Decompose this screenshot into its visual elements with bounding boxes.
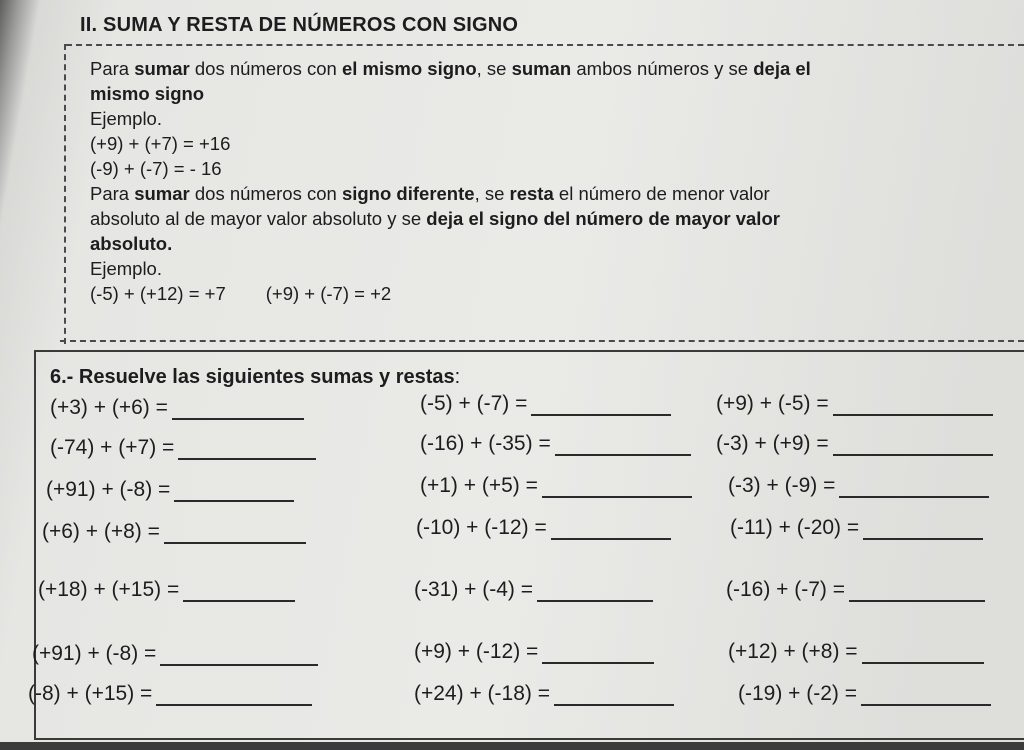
answer-blank[interactable]	[861, 684, 991, 706]
example-4: (+9) + (-7) = +2	[265, 283, 392, 304]
answer-blank[interactable]	[849, 580, 985, 602]
exercise-item: (+9) + (-12) =	[414, 640, 654, 664]
answer-blank[interactable]	[156, 684, 312, 706]
exercise-item: (-3) + (+9) =	[716, 432, 993, 456]
exercise-item: (-3) + (-9) =	[728, 474, 989, 498]
exercise-item: (-19) + (-2) =	[738, 682, 991, 706]
exercise-item: (-16) + (-35) =	[420, 432, 691, 456]
exercise-item: (-16) + (-7) =	[726, 578, 985, 602]
exercise-item: (+12) + (+8) =	[728, 640, 984, 664]
exercise-item: (-31) + (-4) =	[414, 578, 653, 602]
exercise-item: (+91) + (-8) =	[46, 478, 294, 502]
rule-line-2: mismo signo	[90, 83, 205, 104]
rule-line-1: Para sumar dos números con el mismo signo, se suman ambos números y se deja el	[90, 58, 811, 79]
answer-blank[interactable]	[863, 518, 983, 540]
exercise-item: (+24) + (-18) =	[414, 682, 674, 706]
answer-blank[interactable]	[555, 434, 691, 456]
example-2: (-9) + (-7) = - 16	[90, 158, 222, 179]
page-bottom-edge	[0, 742, 1024, 750]
answer-blank[interactable]	[178, 438, 316, 460]
rule-line-5: absoluto.	[90, 233, 173, 254]
answer-blank[interactable]	[833, 434, 993, 456]
example-label-2: Ejemplo.	[90, 258, 162, 279]
answer-blank[interactable]	[833, 394, 993, 416]
exercise-item: (+91) + (-8) =	[32, 642, 318, 666]
answer-blank[interactable]	[554, 684, 674, 706]
answer-blank[interactable]	[839, 476, 989, 498]
answer-blank[interactable]	[537, 580, 653, 602]
exercise-item: (+3) + (+6) =	[50, 396, 304, 420]
exercise-item: (-5) + (-7) =	[420, 392, 671, 416]
answer-blank[interactable]	[160, 644, 318, 666]
answer-blank[interactable]	[542, 476, 692, 498]
answer-blank[interactable]	[542, 642, 654, 664]
rule-line-3: Para sumar dos números con signo diferente, se resta el número de menor valor	[90, 183, 770, 204]
exercise-item: (-8) + (+15) =	[28, 682, 312, 706]
answer-blank[interactable]	[183, 580, 295, 602]
answer-blank[interactable]	[174, 480, 294, 502]
exercise-item: (+9) + (-5) =	[716, 392, 993, 416]
answer-blank[interactable]	[164, 522, 306, 544]
rule-line-4: absoluto al de mayor valor absoluto y se deja el signo del número de mayor valor	[90, 208, 780, 229]
exercise-item: (+1) + (+5) =	[420, 474, 692, 498]
example-label-1: Ejemplo.	[90, 108, 162, 129]
section-heading: II. SUMA Y RESTA DE NÚMEROS CON SIGNO	[80, 14, 519, 36]
exercise-item: (-74) + (+7) =	[50, 436, 316, 460]
exercise-item: (-11) + (-20) =	[730, 516, 983, 540]
example-3: (-5) + (+12) = +7	[90, 283, 226, 304]
answer-blank[interactable]	[172, 398, 304, 420]
exercise-title: 6.- Resuelve las siguientes sumas y restas:	[50, 366, 461, 388]
answer-blank[interactable]	[862, 642, 984, 664]
exercise-item: (+18) + (+15) =	[38, 578, 295, 602]
exercise-item: (-10) + (-12) =	[416, 516, 671, 540]
example-1: (+9) + (+7) = +16	[90, 133, 231, 154]
exercise-item: (+6) + (+8) =	[42, 520, 306, 544]
answer-blank[interactable]	[551, 518, 671, 540]
answer-blank[interactable]	[531, 394, 671, 416]
